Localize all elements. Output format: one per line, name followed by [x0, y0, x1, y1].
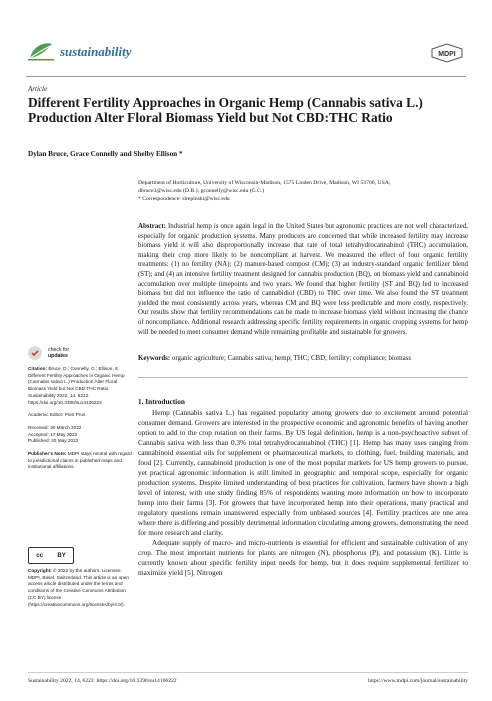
affiliation [138, 180, 468, 203]
cc-label: cc [36, 552, 43, 559]
check-for-updates-badge[interactable] [28, 344, 69, 362]
footer-journal-url[interactable]: https://www.mdpi.com/journal/sustainability [367, 678, 468, 684]
publisher-name: MDPI [438, 51, 456, 58]
updates-label: updates [48, 353, 68, 360]
journal-logo-icon [26, 40, 56, 62]
affiliation-line-2: dbruce3@wisc.edu (D.B.); gconnelly@wisc.edu (G.C.) [138, 187, 265, 194]
check-updates-icon [28, 346, 42, 360]
abstract-text: Industrial hemp is once again legal in the United States but agronomic practices are not well characterized, especially for organic production systems. Many producers are concerned that while increased fertility may increase biomass yield it will also disproportionally increase that rate of total tetrahydrocannabinol (THC) accumulation, making their crop more likely to be noncompliant at harvest. We measured the effect of four organic fertility treatments: (1) no fertility (NA); (2) manure-based compost (CM); (3) an industry-standard organic fertilizer blend (ST); and (4) an intensive fertility treatment designed for cannabis production (BQ), on biomass yield and cannabinoid accumulation over multiple timepoints and two years. We found that higher fertility (ST and BQ) led to increased biomass but did not influence the ratio of cannabidiol (CBD) to THC over time. We also found the ST treatment yielded the most consistently across years, whereas CM and BQ were less predictable and more costly, respectively. Our results show that fertility recommendations can be made to increase biomass yield without increasing the chance of noncompliance. Additional research addressing specific fertility requirements in organic cropping systems for hemp will be needed to meet consumer demand while remaining profitable and sustainable for growers. [138, 223, 468, 336]
abstract [138, 222, 468, 337]
publishers-note [28, 451, 132, 471]
keywords [138, 354, 468, 363]
affiliation-line-1: Department of Horticulture, University of Wisconsin-Madison, 1575 Linden Drive, Madison, WI 53706, USA; [138, 180, 391, 186]
page-footer [28, 678, 468, 684]
copyright-notice [28, 568, 132, 614]
article-type: Article [28, 85, 48, 93]
paragraph-1: Hemp (Cannabis sativa L.) has regained popularity among growers due to excitement around potential consumer demand. Growers are interested in the prospective economic and agronomic benefits of having another option to add to the crop rotation on their farms. By US legal definition, hemp is a non-psychoactive subset of Cannabis sativa with less than 0.3% total tetrahydrocannabinol (THC) [1]. Hemp has many uses ranging from cannabinoid essential oils for supplement or pharmaceutical markets, to clothing, fuel, building materials, and food [2]. Currently, cannabinoid production is one of the most popular markets for US hemp growers to pursue, yet practical agronomic information is still limited in geographic and temporal scope, especially for organic production systems. Despite limited understanding of best practices for cultivation, farmers have shown a high level of interest, with one study finding 85% of respondents wanting more information on how to incorporate hemp into their farms [3]. For growers that have incorporated hemp into their operations, many practical and regulatory questions remain unanswered especially from unbiased sources [4]. Fertility practices are one area where there is differing and possibly detrimental information circulating among growers, demonstrating the need for more research and clarity. [138, 409, 468, 537]
published-date: Published: 20 May 2022 [28, 438, 79, 444]
section-body [138, 408, 468, 578]
publishers-note-label: Publisher's Note: [28, 451, 67, 457]
keywords-label: Keywords: [138, 355, 171, 362]
by-label: BY [57, 552, 66, 559]
article-title [28, 95, 468, 125]
check-for-label: check for [48, 347, 70, 354]
publishers-note-text: MDPI stays neutral with regard to jurisdictional claims in published maps and institutional affiliations. [28, 451, 132, 470]
copyright-text: © 2022 by the authors. Licensee MDPI, Basel, Switzerland. This article is an open access article distributed under the terms and conditions of the Creative Commons Attribution (CC BY) license (https://creativecommons.org/licenses/by/4.0/). [28, 568, 129, 607]
header-divider [26, 76, 466, 77]
title-text: Different Fertility Approaches in Organic Hemp (Cannabis sativa L.) Production Alter Floral Biomass Yield but Not CBD:THC Ratio [28, 95, 423, 125]
mdpi-logo-icon [430, 43, 464, 63]
cc-by-license-icon[interactable] [28, 547, 74, 564]
abstract-label: Abstract: [138, 223, 166, 230]
footer-divider [28, 672, 468, 673]
journal-name[interactable]: sustainability [60, 44, 132, 59]
copyright-label: Copyright: [28, 568, 52, 573]
citation-text: Bruce, D.; Connelly, G.; Ellison, S. Different Fertility Approaches in Organic Hemp (Cannabis sativa L.) Production Alter Floral Biomass Yield but Not CBD:THC Ratio. Sustainability 2022, 14, 6222. https://doi.org/10.3390/su14106222 [28, 366, 125, 405]
accepted-date: Accepted: 17 May 2022 [28, 431, 78, 437]
citation [28, 366, 132, 406]
footer-citation[interactable]: Sustainability 2022, 14, 6222. https://doi.org/10.3390/su14106222 [28, 678, 177, 684]
author-list[interactable]: Dylan Bruce, Grace Connelly and Shelby Ellison * [28, 150, 183, 158]
received-date: Received: 30 March 2022 [28, 424, 82, 430]
paragraph-2: Adequate supply of macro- and micro-nutrients is essential for efficient and sustainable cultivation of any crop. The most important nutrients for plants are nitrogen (N), phosphorus (P), and potassium (K). Little is currently known about specific fertility input needs for hemp, but it does require supplemental fertilizer to maximize yield [5]. Nitrogen [138, 539, 468, 577]
sidebar-meta [28, 366, 132, 477]
correspondence: * Correspondence: slrepinski@wisc.edu [138, 195, 230, 202]
academic-editor: Academic Editor: Piotr Prus [28, 412, 86, 418]
section-heading: 1. Introduction [138, 397, 185, 406]
keywords-divider [138, 377, 468, 378]
keywords-text: organic agriculture; Cannabis sativa; hemp; THC; CBD; fertility; compliance; biomass [171, 355, 412, 362]
citation-label: Citation: [28, 366, 48, 371]
